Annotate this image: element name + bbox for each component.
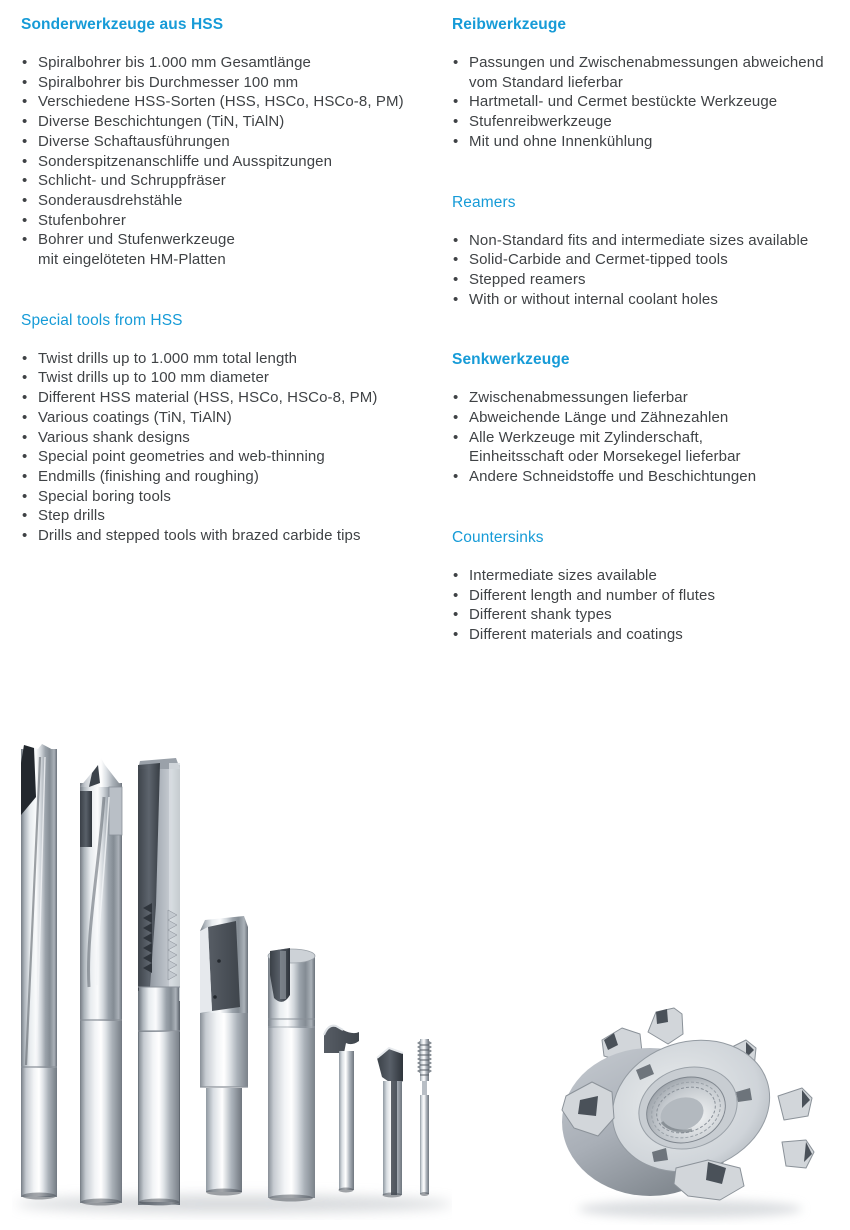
bullet-item: [452, 270, 844, 290]
section: [21, 311, 443, 546]
bullet-item: [21, 467, 443, 487]
bullet-icon: •: [22, 191, 28, 209]
bullet-icon: •: [22, 211, 28, 229]
bullet-item: [452, 428, 844, 448]
bullet-item: [452, 112, 844, 132]
tool-brazed-tip-drill: [200, 916, 248, 1196]
bullet-text: With or without internal coolant holes: [469, 290, 718, 308]
bullet-item: [21, 408, 443, 428]
cutter-illustration: [540, 1000, 830, 1225]
bullet-text: Special boring tools: [38, 487, 171, 505]
bullet-text: Einheitsschaft oder Morsekegel lieferbar: [469, 448, 741, 466]
bullet-item: [21, 171, 443, 191]
bullet-icon: •: [453, 566, 459, 584]
bullet-text: Twist drills up to 100 mm diameter: [38, 369, 269, 387]
bullet-list: [452, 566, 844, 645]
bullet-text: Non-Standard fits and intermediate sizes available: [469, 231, 809, 249]
section-heading: Reibwerkzeuge: [452, 16, 567, 33]
bullet-item: [21, 526, 443, 546]
section-heading: Reamers: [452, 193, 516, 211]
bullet-icon: •: [22, 448, 28, 466]
bullet-item: [452, 92, 844, 112]
bullet-text: Stufenbohrer: [38, 211, 126, 229]
bullet-text: Different HSS material (HSS, HSCo, HSCo-8, PM): [38, 389, 378, 407]
bullet-item: [452, 408, 844, 428]
bullet-icon: •: [453, 428, 459, 446]
bullet-text: Solid-Carbide and Cermet-tipped tools: [469, 251, 728, 269]
section-heading: Countersinks: [452, 528, 544, 546]
bullet-icon: •: [22, 172, 28, 190]
bullet-item: [21, 487, 443, 507]
bullet-icon: •: [453, 606, 459, 624]
bullet-item: [452, 53, 844, 73]
tool-hooked-boring-bar: [324, 1026, 359, 1193]
bullet-icon: •: [22, 369, 28, 387]
bullet-text: Sonderausdrehstähle: [38, 191, 183, 209]
cutter-ground-shadow: [578, 1200, 802, 1218]
section-heading: Special tools from HSS: [21, 311, 183, 329]
bullet-item: [21, 388, 443, 408]
bullet-icon: •: [22, 113, 28, 131]
bullet-icon: •: [453, 290, 459, 308]
bullet-icon: •: [22, 132, 28, 150]
section: [452, 350, 844, 487]
bullet-icon: •: [22, 152, 28, 170]
tool-micro-thread-mill: [417, 1039, 432, 1196]
bullet-text: Different materials and coatings: [469, 625, 683, 643]
bullet-item-continuation: [452, 73, 844, 93]
bullet-icon: •: [22, 408, 28, 426]
bullet-text: Alle Werkzeuge mit Zylinderschaft,: [469, 428, 704, 446]
bullet-text: Bohrer und Stufenwerkzeuge: [38, 231, 235, 249]
bullet-icon: •: [453, 54, 459, 71]
bullet-text: Various coatings (TiN, TiAlN): [38, 408, 232, 426]
left-column: [21, 15, 443, 546]
bullet-icon: •: [453, 270, 459, 288]
tool-long-twist-drill: [21, 744, 57, 1200]
bullet-icon: •: [453, 625, 459, 643]
special-drilling-tools-photo: [12, 735, 452, 1220]
bullet-item: [21, 191, 443, 211]
bullet-item: [452, 625, 844, 645]
bullet-text: Verschiedene HSS-Sorten (HSS, HSCo, HSCo-8, PM): [38, 93, 404, 111]
milling-cutter-head-photo: [540, 1000, 830, 1225]
bullet-item-continuation: [21, 250, 443, 270]
cutter-head: [562, 1008, 814, 1200]
bullet-list: [21, 349, 443, 546]
bullet-text: mit eingelöteten HM-Platten: [38, 251, 226, 269]
bullet-item: [452, 290, 844, 310]
tool-slotted-endmill: [268, 948, 315, 1202]
bullet-text: Spiralbohrer bis 1.000 mm Gesamtlänge: [38, 54, 311, 71]
bullet-icon: •: [22, 467, 28, 485]
bullet-text: Hartmetall- und Cermet bestückte Werkzeuge: [469, 93, 778, 111]
bullet-text: Zwischenabmessungen lieferbar: [469, 389, 688, 407]
bullet-text: Step drills: [38, 507, 105, 525]
bullet-item: [21, 349, 443, 369]
bullet-list: [452, 53, 844, 152]
bullet-item: [21, 112, 443, 132]
bullet-icon: •: [453, 231, 459, 249]
bullet-list: [452, 388, 844, 487]
bullet-item: [452, 467, 844, 487]
bullet-item: [21, 428, 443, 448]
bullet-text: Intermediate sizes available: [469, 566, 657, 584]
section: [452, 15, 844, 152]
section: [452, 193, 844, 310]
bullet-icon: •: [22, 349, 28, 367]
bullet-item: [21, 73, 443, 93]
bullet-item-continuation: [452, 447, 844, 467]
bullet-text: Stepped reamers: [469, 270, 586, 288]
bullet-text: Diverse Beschichtungen (TiN, TiAlN): [38, 113, 285, 131]
section: [452, 528, 844, 645]
bullet-text: Stufenreibwerkzeuge: [469, 113, 612, 131]
bullet-text: Spiralbohrer bis Durchmesser 100 mm: [38, 73, 299, 91]
bullet-text: Andere Schneidstoffe und Beschichtungen: [469, 468, 757, 486]
bullet-icon: •: [22, 231, 28, 249]
bullet-text: Sonderspitzenanschliffe und Ausspitzungen: [38, 152, 333, 170]
bullet-item: [452, 388, 844, 408]
section-heading: Senkwerkzeuge: [452, 351, 570, 369]
bullet-item: [452, 231, 844, 251]
bullet-icon: •: [22, 54, 28, 71]
tool-pointed-step-drill: [80, 758, 122, 1206]
bullet-icon: •: [22, 428, 28, 446]
bullet-icon: •: [22, 527, 28, 545]
bullet-item: [452, 605, 844, 625]
bullet-item: [21, 211, 443, 231]
bullet-icon: •: [453, 132, 459, 150]
bullet-icon: •: [453, 409, 459, 427]
bullet-item: [21, 368, 443, 388]
bullet-text: Passungen und Zwischenabmessungen abweichend: [469, 54, 824, 71]
bullet-icon: •: [22, 93, 28, 111]
bullet-text: vom Standard lieferbar: [469, 73, 623, 91]
bullet-text: Special point geometries and web-thinning: [38, 448, 325, 466]
bullet-item: [21, 92, 443, 112]
bullet-text: Abweichende Länge und Zähnezahlen: [469, 409, 729, 427]
bullet-icon: •: [22, 389, 28, 407]
bullet-item: [21, 506, 443, 526]
bullet-text: Endmills (finishing and roughing): [38, 467, 259, 485]
bullet-icon: •: [453, 468, 459, 486]
bullet-icon: •: [453, 586, 459, 604]
bullet-item: [21, 53, 443, 73]
bullet-item: [21, 230, 443, 250]
bullet-icon: •: [453, 93, 459, 111]
bullet-text: Different length and number of flutes: [469, 586, 716, 604]
bullet-text: Different shank types: [469, 606, 612, 624]
bullet-text: Schlicht- und Schruppfräser: [38, 172, 226, 190]
bullet-icon: •: [22, 73, 28, 91]
bullet-icon: •: [453, 113, 459, 131]
bullet-item: [21, 132, 443, 152]
section-heading: Sonderwerkzeuge aus HSS: [21, 16, 224, 33]
bullet-item: [452, 586, 844, 606]
tool-angled-boring-tool: [377, 1048, 403, 1198]
bullet-text: Diverse Schaftausführungen: [38, 132, 230, 150]
tools-illustration: [12, 735, 452, 1220]
bullet-item: [452, 566, 844, 586]
tool-threaded-tap: [138, 758, 180, 1206]
bullet-icon: •: [453, 389, 459, 407]
bullet-list: [452, 231, 844, 310]
bullet-item: [21, 447, 443, 467]
bullet-icon: •: [22, 487, 28, 505]
bullet-text: Various shank designs: [38, 428, 190, 446]
bullet-item: [452, 132, 844, 152]
bullet-icon: •: [453, 251, 459, 269]
bullet-text: Twist drills up to 1.000 mm total length: [38, 349, 298, 367]
right-column: [452, 15, 844, 645]
bullet-item: [452, 250, 844, 270]
section: [21, 15, 443, 270]
bullet-icon: •: [22, 507, 28, 525]
bullet-text: Drills and stepped tools with brazed carbide tips: [38, 527, 361, 545]
bullet-text: Mit und ohne Innenkühlung: [469, 132, 653, 150]
bullet-item: [21, 152, 443, 172]
bullet-list: [21, 53, 443, 270]
